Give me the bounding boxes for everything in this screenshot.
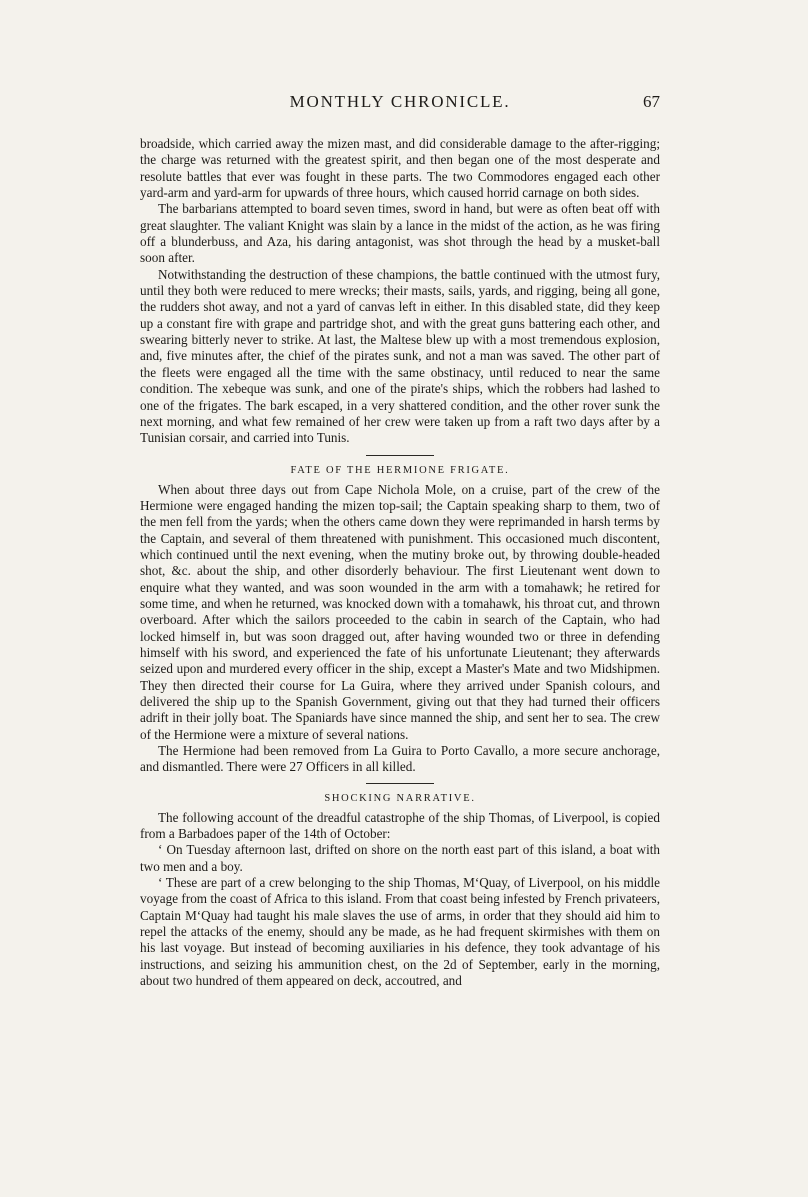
body-paragraph: ‘ These are part of a crew belonging to the ship Thomas, M‘Quay, of Liverpool, on his middle voyage from the coast of Africa to this island. From that coast being infested by French privateers, Captain M‘Quay had taught his male slaves the use of arms, in order that they should aid him to repel the attacks of the enemy, should any be made, as he had frequent skirmishes with them on his last voyage. But instead of becoming auxiliaries in his defence, they took advantage of his instructions, and seizing his ammunition chest, on the 2d of September, early in the morning, about two hundred of them appeared on deck, accoutred, and [140,875,660,989]
article-body [140,136,660,989]
body-paragraph: broadside, which carried away the mizen mast, and did considerable damage to the after-rigging; the charge was returned with the greatest spirit, and then began one of the most desperate and resolute battles that ever was fought in these parts. The two Commodores engaged each other yard-arm and yard-arm for upwards of three hours, which caused horrid carnage on both sides. [140,136,660,201]
body-paragraph: ‘ On Tuesday afternoon last, drifted on shore on the north east part of this island, a boat with two men and a boy. [140,842,660,874]
body-paragraph: The barbarians attempted to board seven times, sword in hand, but were as often beat off with great slaughter. The valiant Knight was slain by a lance in the midst of the action, as he was firing off a blunderbuss, and Aza, his daring antagonist, was shot through the head by a musket-ball soon after. [140,201,660,266]
section-divider [366,455,434,456]
body-paragraph: The Hermione had been removed from La Guira to Porto Cavallo, a more secure anchorage, and dismantled. There were 27 Officers in all killed. [140,743,660,775]
section-heading: SHOCKING NARRATIVE. [324,792,476,804]
running-title: MONTHLY CHRONICLE. [289,92,511,111]
body-paragraph: The following account of the dreadful catastrophe of the ship Thomas, of Liverpool, is copied from a Barbadoes paper of the 14th of October: [140,809,660,842]
body-paragraph: When about three days out from Cape Nichola Mole, on a cruise, part of the crew of the Hermione were engaged handing the mizen top-sail; the Captain speaking sharp to them, two of the men fell from the yards; when the others came down they were reprimanded in harsh terms by the Captain, and several of them threatened with punishment. This occasioned much discontent, which continued until the next evening, when the mutiny broke out, by throwing double-headed shot, &c. about the ship, and other disorderly behaviour. The first Lieutenant went down to enquire what they wanted, and was soon wounded in the arm with a tomahawk; he retired for some time, and when he returned, was knocked down with a tomahawk, his throat cut, and thrown overboard. After which the sailors proceeded to the cabin in search of the Captain, who had locked himself in, but was soon dragged out, after having wounded two or three in defending himself with his sword, and experienced the fate of his unfortunate Lieutenant; they afterwards seized upon and murdered every officer in the ship, except a Master's Mate and two Midshipmen. They then directed their course for La Guira, where they arrived under Spanish colours, and delivered the ship up to the Spanish Government, giving out that they had turned their officers adrift in their jolly boat. The Spaniards have since manned the ship, and sent her to sea. The crew of the Hermione were a mixture of several nations. [140,481,660,742]
page-header [140,92,660,118]
section-heading: FATE OF THE HERMIONE FRIGATE. [290,464,510,476]
body-paragraph: Notwithstanding the destruction of these champions, the battle continued with the utmost fury, until they both were reduced to mere wrecks; their masts, sails, yards, and rigging, being all gone, the rudders shot away, and not a yard of canvas left in either. In this disabled state, did they keep up a constant fire with grape and partridge shot, and with the great guns battering each other, and swearing bitterly never to strike. At last, the Maltese blew up with a most tremendous explosion, and, five minutes after, the chief of the pirates sunk, and not a man was saved. The other part of the fleets were engaged all the time with the same obstinacy, until reduced to near the same condition. The xebeque was sunk, and one of the pirate's ships, which the robbers had lashed to one of the frigates. The bark escaped, in a very shattered condition, and the other rover sunk the next morning, and what few remained of her crew were taken up from a raft two days after by a Tunisian corsair, and carried into Tunis. [140,266,660,446]
page-number: 67 [643,92,660,111]
section-divider [366,783,434,784]
